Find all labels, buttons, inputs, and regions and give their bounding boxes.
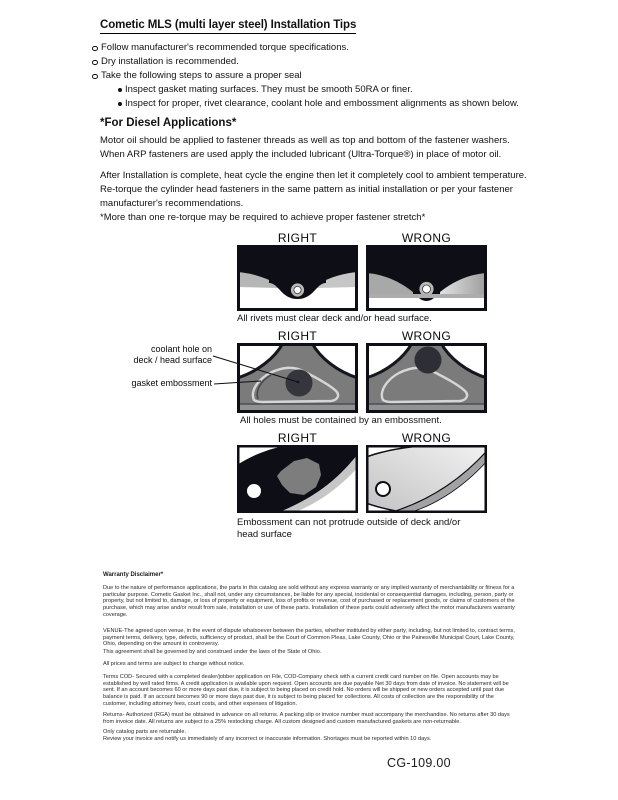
list-item-text: Inspect gasket mating surfaces. They must be smooth 50RA or finer. <box>125 84 413 95</box>
page-code: CG-109.00 <box>387 756 451 770</box>
returns-paragraph: Returns- Authorized (RGA) must be obtained in advance on all returns. A packing slip or invoice number must accompany the merchandise. No returns after 30 days from invoice date. All returns are subject to a 25% restocking charge. All custom designed and custom manufactured gaskets are non-returnable. <box>103 712 510 725</box>
coolant-hole-label <box>100 344 212 365</box>
list-item-text: Dry installation is recommended. <box>101 56 239 67</box>
list-item-text: Take the following steps to assure a proper seal <box>101 70 302 81</box>
filled-bullet-icon <box>118 88 122 92</box>
installation-tips-list <box>92 41 562 111</box>
diesel-paragraph-1: Motor oil should be applied to fastener threads as well as top and bottom of the fastener washers. When ARP fasteners are used apply the included lubricant (Ultra-Torque®) in place of motor oil. <box>100 135 510 160</box>
list-item-text: Inspect for proper, rivet clearance, coolant hole and embossment alignments as shown below. <box>125 98 519 109</box>
diagram-protrusion-wrong <box>366 445 487 513</box>
open-circle-bullet-icon <box>92 46 98 52</box>
list-item-text: Follow manufacturer's recommended torque specifications. <box>101 42 349 53</box>
right-label: RIGHT <box>277 231 318 245</box>
list-item <box>92 69 562 83</box>
agreement-paragraph: This agreement shall be governed by and construed under the laws of the State of Ohio. <box>103 649 322 655</box>
gasket-embossment-label: gasket embossment <box>131 378 212 388</box>
review-invoice-paragraph: Review your invoice and notify us immediately of any incorrect or inaccurate information. Shortages must be reported within 10 days. <box>103 736 432 742</box>
diagram-protrusion-right <box>237 445 358 513</box>
coolant-hole-label-line2: deck / head surface <box>133 354 212 365</box>
protrusion-right-illustration <box>237 445 358 513</box>
open-circle-bullet-icon <box>92 60 98 66</box>
warranty-disclaimer-heading: Warranty Disclaimer* <box>103 572 164 578</box>
right-label: RIGHT <box>277 329 318 343</box>
wrong-label: WRONG <box>401 431 452 445</box>
retorque-note: *More than one re-torque may be required to achieve proper fastener stretch* <box>100 212 426 223</box>
open-circle-bullet-icon <box>92 74 98 80</box>
wrong-label: WRONG <box>401 329 452 343</box>
row1-caption: All rivets must clear deck and/or head surface. <box>237 313 432 324</box>
prices-paragraph: All prices and terms are subject to change without notice. <box>103 661 245 667</box>
coolant-hole-label-line1: coolant hole on <box>150 344 212 354</box>
diagram-rivet-wrong <box>366 245 487 311</box>
diesel-applications-heading: *For Diesel Applications* <box>100 117 237 129</box>
terms-cod-paragraph: Terms COD- Secured with a completed dealer/jobber application on File, COD-Company check with a current credit card number on file. Open accounts may be established by well rated firms. A credit application is available upon request. Open accounts are due payable Net 30 days from date of invoice. No statement will be sent. If an account becomes 60 or more days past due, it is subject to being placed on credit hold. No orders will be shipped or new orders accepted until past due balance is paid. If an account becomes 90 or more days past due, it is subject to being placed for collections. All costs of collection are the responsibility of the customer, including attorney fees, court costs, and other expenses of litigation. <box>103 674 509 707</box>
filled-bullet-icon <box>118 102 122 106</box>
diagram-embossment-wrong <box>366 343 487 413</box>
diagram-embossment-right <box>237 343 358 413</box>
protrusion-wrong-illustration <box>366 445 487 513</box>
venue-paragraph: VENUE-The agreed upon venue, in the event of dispute whatsoever between the parties, whether instituted by either party, including, but not limited to, contract terms, payment terms, delivery, type, defects, sufficiency of product, shall be the Court of Common Pleas, Lake County, Ohio or the Painesville Municipal Court, Lake County, Ohio, depending on the amount in controversy. <box>103 628 515 648</box>
page-title: Cometic MLS (multi layer steel) Installation Tips <box>100 19 356 34</box>
list-item <box>92 55 562 69</box>
warranty-paragraph: Due to the nature of performance applications, the parts in this catalog are sold without any express warranty or any implied warranty of merchantability or fitness for a particular purpose. Cometic Gasket Inc., shall not, under any circumstances, be liable for any special, incidental or consequential damages, including, person, party or property, but not limited to, damage, or loss of property or equipment, loss of profits or revenue, cost of purchased or replacement goods, or claims of customers of the purchase, which may arise and/or result from sale, installation or use of these parts. Installation of these parts could adversely affect the motor manufacturers warranty coverage. <box>103 585 515 618</box>
row3-caption: Embossment can not protrude outside of deck and/or head surface <box>237 517 461 540</box>
list-item <box>92 83 562 97</box>
list-item <box>92 41 562 55</box>
row2-caption: All holes must be contained by an embossment. <box>240 415 442 426</box>
rivet-clearance-wrong-illustration <box>366 245 487 311</box>
hole-containment-right-illustration <box>237 343 358 413</box>
right-label: RIGHT <box>277 431 318 445</box>
rivet-clearance-right-illustration <box>237 245 358 311</box>
list-item <box>92 97 562 111</box>
diesel-paragraph-2: After Installation is complete, heat cycle the engine then let it completely cool to ambient temperature. Re-torque the cylinder head fasteners in the same pattern as initial installation or per your fastener manufacturer's recommendations. <box>100 170 527 209</box>
wrong-label: WRONG <box>401 231 452 245</box>
diagram-rivet-right <box>237 245 358 311</box>
hole-containment-wrong-illustration <box>366 343 487 413</box>
catalog-parts-paragraph: Only catalog parts are returnable. <box>103 729 187 735</box>
